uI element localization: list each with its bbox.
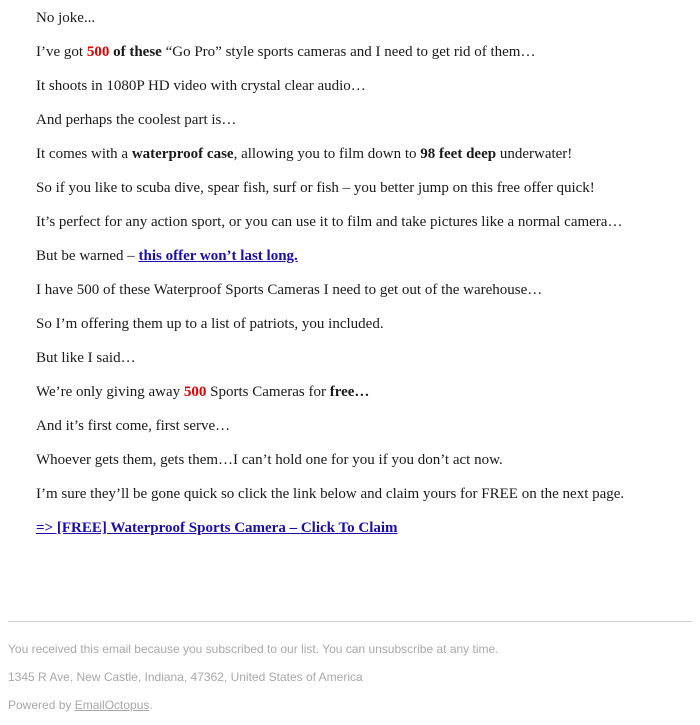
- powered-by-suffix: .: [149, 698, 153, 712]
- bold-text: free…: [329, 384, 370, 400]
- email-line: [36, 484, 624, 504]
- footer-divider: [8, 621, 692, 622]
- email-line: [36, 314, 384, 334]
- line-text: , allowing you to film down to: [233, 146, 421, 162]
- line-text: Sports Cameras for: [206, 384, 330, 400]
- email-line: [36, 450, 503, 470]
- line-text: So I’m offering them up to a list of patriots, you included.: [36, 316, 384, 332]
- line-text: I’m sure they’ll be gone quick so click the link below and claim yours for FREE on the next page.: [36, 486, 625, 502]
- email-line: [36, 42, 535, 62]
- highlight-count: 500: [86, 44, 110, 60]
- email-line: [36, 518, 398, 538]
- email-line: [36, 382, 369, 402]
- line-text: But like I said…: [36, 350, 136, 366]
- powered-by: [8, 697, 153, 713]
- email-line: [36, 212, 622, 232]
- line-text: underwater!: [496, 146, 573, 162]
- email-line: [36, 8, 95, 28]
- line-text: We’re only giving away: [36, 384, 184, 400]
- subscription-notice: You received this email because you subscribed to our list. You can unsubscribe at any time.: [8, 642, 499, 656]
- email-line: [36, 76, 366, 96]
- line-text: It comes with a: [36, 146, 132, 162]
- claim-camera-link[interactable]: => [FREE] Waterproof Sports Camera – Click To Claim: [36, 520, 398, 536]
- email-line: [36, 280, 542, 300]
- email-line: [36, 416, 230, 436]
- line-text: But be warned –: [36, 248, 139, 264]
- line-text: “Go Pro” style sports cameras and I need to get rid of them…: [161, 44, 536, 60]
- emailoctopus-link[interactable]: EmailOctopus: [74, 698, 150, 712]
- highlight-count: 500: [183, 384, 207, 400]
- line-text: Whoever gets them, gets them…I can’t hold one for you if you don’t act now.: [36, 452, 503, 468]
- email-line: [36, 110, 236, 130]
- email-line: [36, 246, 298, 266]
- bold-text: 98 feet deep: [420, 146, 497, 162]
- email-line: [36, 144, 572, 164]
- email-line: [36, 348, 136, 368]
- email-line: [36, 178, 595, 198]
- powered-by-prefix: Powered by: [8, 698, 75, 712]
- line-text: And it’s first come, first serve…: [36, 418, 231, 434]
- line-text: And perhaps the coolest part is…: [36, 112, 237, 128]
- line-text: I have 500 of these Waterproof Sports Cameras I need to get out of the warehouse…: [36, 282, 543, 298]
- footer-address: 1345 R Ave, New Castle, Indiana, 47362, United States of America: [8, 670, 363, 684]
- offer-link[interactable]: this offer won’t last long.: [138, 248, 298, 264]
- line-text: I’ve got: [36, 44, 87, 60]
- line-text: It’s perfect for any action sport, or you can use it to film and take pictures like a normal camera…: [36, 214, 623, 230]
- line-text: It shoots in 1080P HD video with crystal clear audio…: [36, 78, 366, 94]
- line-text: So if you like to scuba dive, spear fish, surf or fish – you better jump on this free offer quick!: [36, 180, 595, 196]
- bold-text: of these: [109, 44, 162, 60]
- bold-text: waterproof case: [131, 146, 234, 162]
- line-text: No joke...: [36, 10, 96, 26]
